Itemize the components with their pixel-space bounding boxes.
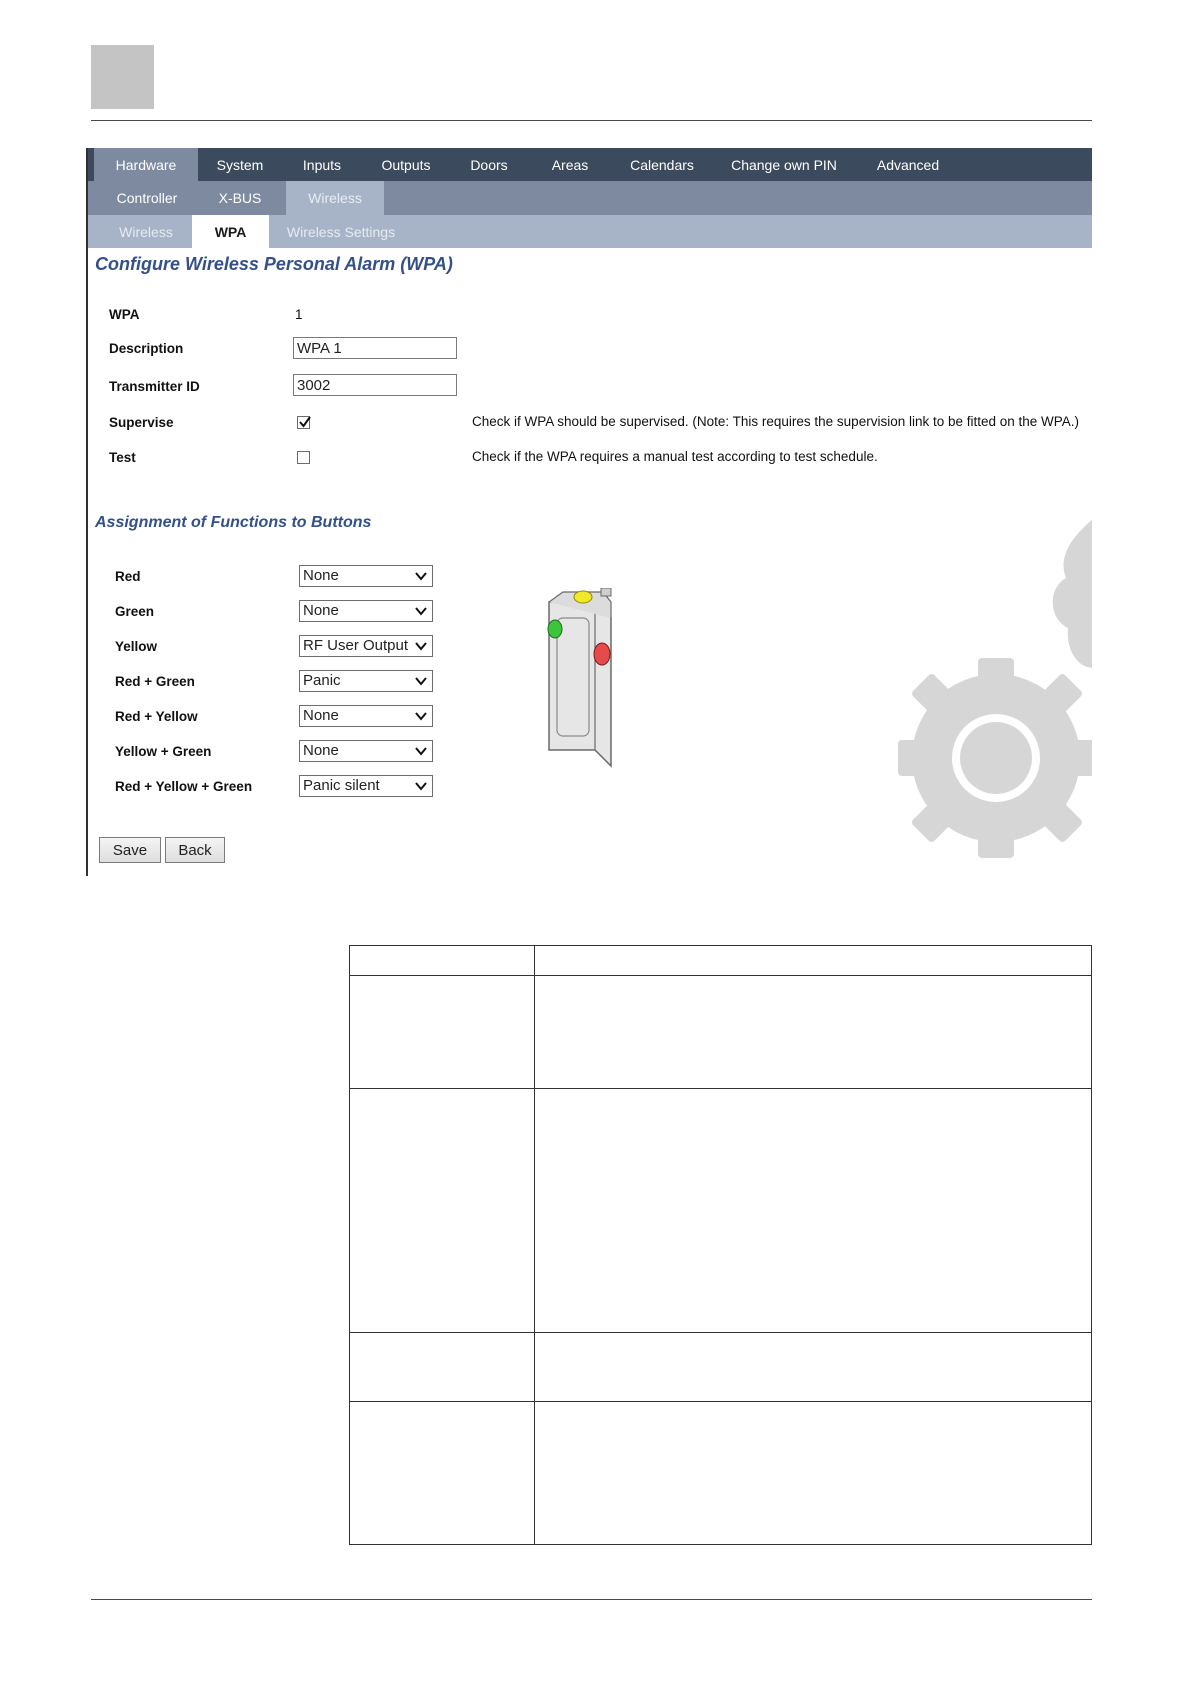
tab-outputs[interactable]: Outputs [381,156,431,173]
primary-nav [88,148,1092,181]
select-value: Panic [303,672,341,689]
table-row-divider [350,1088,1091,1089]
gear-icon [898,518,1092,876]
description-table [349,945,1092,1545]
tab-wireless-settings[interactable]: Wireless Settings [286,223,396,240]
yellow-label: Yellow [115,639,158,654]
chevron-down-icon [414,744,428,758]
wpa-label: WPA [109,307,140,322]
tab-controller[interactable]: Controller [116,190,178,206]
assignment-title: Assignment of Functions to Buttons [95,514,372,531]
tab-calendars[interactable]: Calendars [630,156,694,173]
description-input[interactable] [293,337,457,359]
table-column-divider [534,946,535,1544]
select-value: None [303,602,339,619]
test-help-text: Check if the WPA requires a manual test according to test schedule. [472,449,878,464]
tab-areas[interactable]: Areas [551,156,589,173]
green-label: Green [115,604,155,619]
red-yellow-green-label: Red + Yellow + Green [115,779,253,794]
select-value: RF User Output [303,637,409,654]
secondary-nav [88,181,1092,215]
yellow-select[interactable] [299,635,433,657]
header-rule [91,120,1092,121]
tab-change-own-pin[interactable]: Change own PIN [731,156,837,173]
chevron-down-icon [414,674,428,688]
wpa-config-screenshot [86,148,1092,876]
yellow-green-select[interactable] [299,740,433,762]
wpa-device-illustration [537,588,621,770]
chevron-down-icon [414,604,428,618]
wpa-value: 1 [295,307,303,322]
yellow-green-label: Yellow + Green [115,744,212,759]
red-yellow-select[interactable] [299,705,433,727]
tab-wireless[interactable]: Wireless [286,181,384,215]
test-label: Test [109,450,136,465]
tab-system[interactable]: System [216,156,264,173]
page-title: Configure Wireless Personal Alarm (WPA) [95,254,453,274]
chevron-down-icon [414,639,428,653]
tab-wpa[interactable]: WPA [192,215,269,248]
tab-x-bus[interactable]: X-BUS [218,190,262,206]
green-select[interactable] [299,600,433,622]
chevron-down-icon [414,569,428,583]
save-button[interactable]: Save [99,837,161,863]
test-checkbox[interactable] [297,451,310,464]
tab-hardware[interactable]: Hardware [94,148,198,181]
back-button[interactable]: Back [165,837,225,863]
description-label: Description [109,341,184,356]
table-row-divider [350,975,1091,976]
chevron-down-icon [414,709,428,723]
footer-rule [91,1599,1092,1600]
supervise-checkbox[interactable] [297,416,310,429]
red-select[interactable] [299,565,433,587]
transmitter-id-input[interactable] [293,374,457,396]
tab-advanced[interactable]: Advanced [876,156,940,173]
select-value: None [303,707,339,724]
red-yellow-label: Red + Yellow [115,709,198,724]
supervise-label: Supervise [109,415,174,430]
tab-doors[interactable]: Doors [470,156,508,173]
chevron-down-icon [414,779,428,793]
page-corner-marker [91,45,154,109]
transmitter-id-label: Transmitter ID [109,379,200,394]
table-row-divider [350,1332,1091,1333]
red-green-select[interactable] [299,670,433,692]
tab-wireless-sub[interactable]: Wireless [119,223,173,240]
tertiary-nav [88,215,1092,248]
red-green-label: Red + Green [115,674,195,689]
tab-inputs[interactable]: Inputs [302,156,342,173]
select-value: Panic silent [303,777,380,794]
table-row-divider [350,1401,1091,1402]
checkmark-icon [298,415,312,429]
select-value: None [303,567,339,584]
red-label: Red [115,569,141,584]
red-yellow-green-select[interactable] [299,775,433,797]
supervise-help-text: Check if WPA should be supervised. (Note: This requires the supervision link to be fitted on the WPA.) [472,414,1080,429]
select-value: None [303,742,339,759]
